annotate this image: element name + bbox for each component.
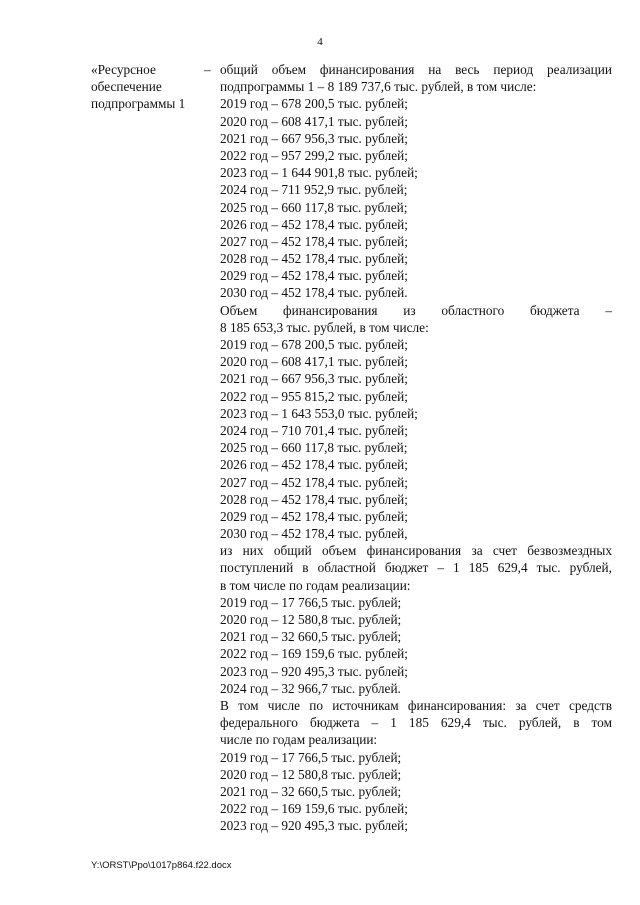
text-line: 2023 год – 920 495,3 тыс. рублей; bbox=[220, 663, 408, 679]
text-line: 2022 год – 957 299,2 тыс. рублей; bbox=[220, 147, 408, 163]
text-line: 2029 год – 452 178,4 тыс. рублей; bbox=[220, 508, 408, 524]
text-line: 2023 год – 920 495,3 тыс. рублей; bbox=[220, 818, 408, 834]
text-line: В том числе по источникам финансирования: за счет средств bbox=[220, 697, 612, 713]
text-line: 8 185 653,3 тыс. рублей, в том числе: bbox=[220, 319, 429, 335]
text-line: 2021 год – 32 660,5 тыс. рублей; bbox=[220, 783, 402, 799]
text-line: 2028 год – 452 178,4 тыс. рублей; bbox=[220, 491, 408, 507]
text-line: 2026 год – 452 178,4 тыс. рублей; bbox=[220, 216, 408, 232]
text-line: 2025 год – 660 117,8 тыс. рублей; bbox=[220, 440, 408, 456]
text-line: 2022 год – 169 159,6 тыс. рублей; bbox=[220, 646, 408, 662]
text-line: в том числе по годам реализации: bbox=[220, 577, 411, 593]
text-line: федерального бюджета – 1 185 629,4 тыс. рублей, в том bbox=[220, 715, 612, 731]
text-line: 2029 год – 452 178,4 тыс. рублей; bbox=[220, 268, 408, 284]
text-line: 2030 год – 452 178,4 тыс. рублей, bbox=[220, 526, 408, 542]
text-line: 2023 год – 1 644 901,8 тыс. рублей; bbox=[220, 165, 418, 181]
text-line: 2021 год – 32 660,5 тыс. рублей; bbox=[220, 629, 402, 645]
text-line: подпрограммы 1 – 8 189 737,6 тыс. рублей, в том числе: bbox=[220, 79, 537, 95]
text-line: 2023 год – 1 643 553,0 тыс. рублей; bbox=[220, 405, 418, 421]
page-number: 4 bbox=[317, 36, 323, 48]
text-line: 2028 год – 452 178,4 тыс. рублей; bbox=[220, 251, 408, 267]
text-line: 2019 год – 17 766,5 тыс. рублей; bbox=[220, 749, 402, 765]
text-line: 2026 год – 452 178,4 тыс. рублей; bbox=[220, 457, 408, 473]
text-line: 2025 год – 660 117,8 тыс. рублей; bbox=[220, 199, 408, 215]
dash-separator: – bbox=[204, 62, 211, 77]
text-line: Объем финансирования из областного бюджета – bbox=[220, 302, 612, 318]
text-line: числе по годам реализации: bbox=[220, 732, 378, 748]
text-line: 2019 год – 678 200,5 тыс. рублей; bbox=[220, 337, 408, 352]
text-line: 2022 год – 169 159,6 тыс. рублей; bbox=[220, 801, 408, 817]
text-line: 2024 год – 710 701,4 тыс. рублей; bbox=[220, 422, 408, 438]
text-line: 2019 год – 17 766,5 тыс. рублей; bbox=[220, 594, 402, 610]
resource-label: «Ресурсное обеспечение подпрограммы 1 bbox=[91, 62, 186, 112]
text-line: 2021 год – 667 956,3 тыс. рублей; bbox=[220, 130, 408, 146]
text-line: 2020 год – 608 417,1 тыс. рублей; bbox=[220, 113, 408, 129]
text-line: из них общий объем финансирования за счет безвозмездных bbox=[220, 543, 612, 559]
text-line: общий объем финансирования на весь период реализации bbox=[220, 62, 612, 77]
text-line: 2020 год – 608 417,1 тыс. рублей; bbox=[220, 354, 408, 370]
text-line: 2022 год – 955 815,2 тыс. рублей; bbox=[220, 388, 408, 404]
text-line: 2020 год – 12 580,8 тыс. рублей; bbox=[220, 612, 402, 627]
text-line: 2024 год – 32 966,7 тыс. рублей. bbox=[220, 680, 401, 696]
text-line: поступлений в областной бюджет – 1 185 629,4 тыс. рублей, bbox=[220, 560, 612, 576]
text-line: 2021 год – 667 956,3 тыс. рублей; bbox=[220, 371, 408, 387]
text-line: 2030 год – 452 178,4 тыс. рублей. bbox=[220, 285, 408, 301]
text-line: 2020 год – 12 580,8 тыс. рублей; bbox=[220, 766, 402, 782]
text-line: 2024 год – 711 952,9 тыс. рублей; bbox=[220, 182, 408, 198]
text-line: 2019 год – 678 200,5 тыс. рублей; bbox=[220, 96, 408, 112]
footer-file-path: Y:\ORST\Ppo\1017p864.f22.docx bbox=[91, 860, 232, 871]
financing-text bbox=[220, 61, 612, 834]
text-line: 2027 год – 452 178,4 тыс. рублей; bbox=[220, 474, 408, 490]
text-line: 2027 год – 452 178,4 тыс. рублей; bbox=[220, 233, 408, 249]
